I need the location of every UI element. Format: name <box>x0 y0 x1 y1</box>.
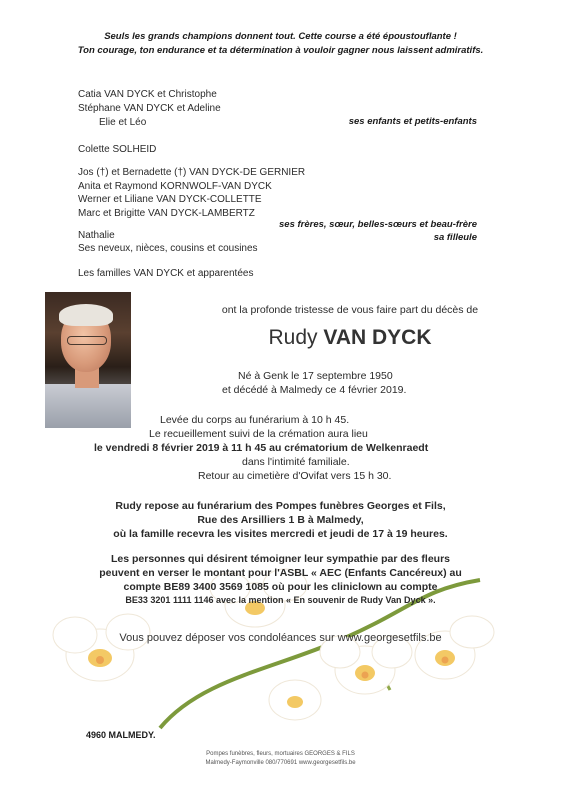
family-role: ses enfants et petits-enfants <box>348 116 477 127</box>
ceremony-date: le vendredi 8 février 2019 à 11 h 45 au crématorium de Welkenraedt <box>94 442 429 454</box>
quote-line-1: Seuls les grands champions donnent tout. Cette course a été époustouflante ! <box>104 31 457 42</box>
family-line: Werner et Liliane VAN DYCK-COLLETTE <box>78 194 262 205</box>
announcement: ont la profonde tristesse de vous faire part du décès de <box>221 304 479 316</box>
ceremony-line: Le recueillement suivi de la crémation aura lieu <box>149 428 368 440</box>
family-role: ses frères, sœur, belles-sœurs et beau-frère <box>279 219 477 230</box>
footer-line: Pompes funèbres, fleurs, mortuaires GEORGES & FILS <box>206 751 355 757</box>
deceased-photo <box>45 292 131 428</box>
family-role: sa filleule <box>433 232 477 243</box>
family-line: Colette SOLHEID <box>78 144 157 155</box>
ceremony-line: dans l'intimité familiale. <box>242 456 350 468</box>
family-line: Catia VAN DYCK et Christophe <box>78 89 217 100</box>
footer-line: Malmedy-Faymonville 080/770691 www.georgesetfils.be <box>205 760 356 766</box>
family-line: Ses neveux, nièces, cousins et cousines <box>78 243 258 254</box>
family-line: Elie et Léo <box>99 117 147 128</box>
funeral-home-line: Rue des Arsilliers 1 B à Malmedy, <box>197 514 364 526</box>
donation-line: peuvent en verser le montant pour l'ASBL « AEC (Enfants Cancéreux) au <box>99 567 462 579</box>
family-line: Nathalie <box>78 230 115 241</box>
family-line: Jos (†) et Bernadette (†) VAN DYCK-DE GERNIER <box>78 167 306 178</box>
city-label: 4960 MALMEDY. <box>86 730 156 740</box>
funeral-home-line: Rudy repose au funérarium des Pompes funèbres Georges et Fils, <box>115 500 446 512</box>
family-line: Stéphane VAN DYCK et Adeline <box>78 103 221 114</box>
funeral-home-line: où la famille recevra les visites mercredi et jeudi de 17 à 19 heures. <box>113 528 448 540</box>
ceremony-line: Levée du corps au funérarium à 10 h 45. <box>160 414 350 426</box>
family-line: Anita et Raymond KORNWOLF-VAN DYCK <box>78 181 272 192</box>
birth-line: Né à Genk le 17 septembre 1950 <box>238 370 393 382</box>
donation-line: Les personnes qui désirent témoigner leur sympathie par des fleurs <box>110 553 450 565</box>
condolences-link[interactable]: Vous pouvez déposer vos condoléances sur www.georgesetfils.be <box>119 632 442 644</box>
death-line: et décédé à Malmedy ce 4 février 2019. <box>222 384 407 396</box>
deceased-last-name: VAN DYCK <box>323 326 432 349</box>
deceased-name <box>140 326 560 350</box>
ceremony-line: Retour au cimetière d'Ovifat vers 15 h 30. <box>198 470 392 482</box>
donation-line: BE33 3201 1111 1146 avec la mention « En souvenir de Rudy Van Dyck ». <box>125 595 436 605</box>
family-line: Les familles VAN DYCK et apparentées <box>78 268 254 279</box>
deceased-first-name: Rudy <box>268 326 318 349</box>
donation-line: compte BE89 3400 3569 1085 où pour les cliniclown au compte <box>123 581 438 593</box>
quote-line-2: Ton courage, ton endurance et ta détermination à vouloir gagner nous laissent admiratifs. <box>77 45 484 56</box>
family-line: Marc et Brigitte VAN DYCK-LAMBERTZ <box>78 208 255 219</box>
